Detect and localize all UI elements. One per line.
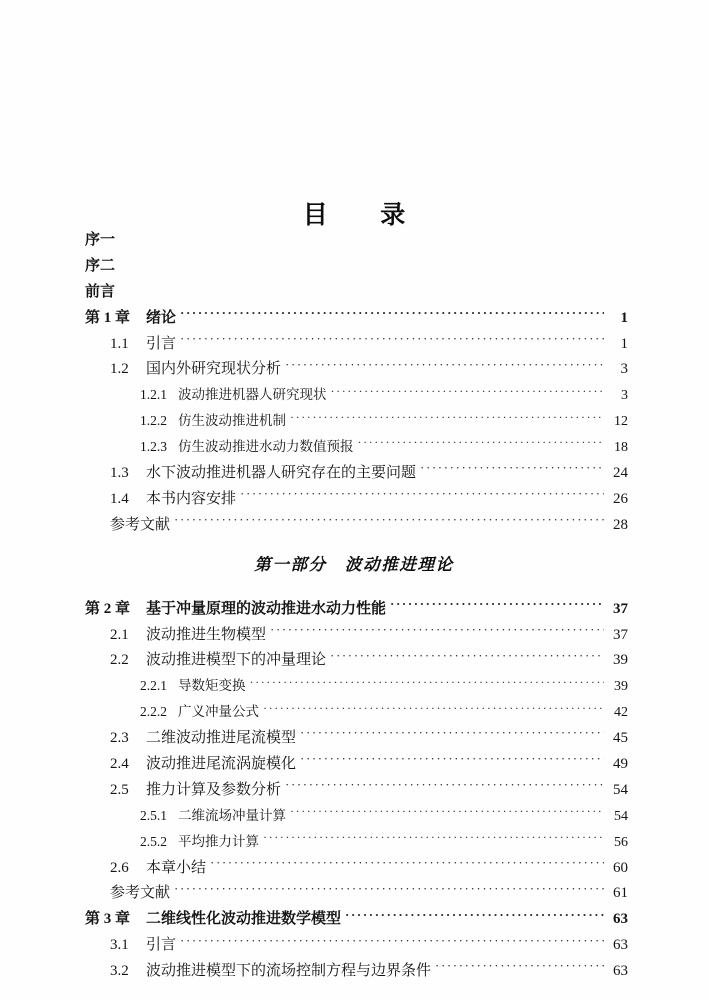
toc-entry-page-number: 1 [620,335,628,352]
toc-entry-title: 序二 [85,257,116,274]
dot-leader [180,333,604,348]
table-of-contents [0,228,708,985]
dot-leader [300,727,604,742]
toc-entry[interactable] [0,933,708,959]
toc-entry-title: 导数矩变换 [178,678,246,694]
toc-entry-title: 二维流场冲量计算 [178,807,286,823]
toc-entry-number: 2.1 [110,626,129,643]
dot-leader [180,934,604,949]
toc-entry-title: 基于冲量原理的波动推进水动力性能 [146,600,387,617]
dot-leader [390,598,604,613]
toc-entry[interactable] [0,830,708,856]
toc-entry-page-number: 54 [613,781,628,798]
toc-entry-page-number: 49 [613,756,628,773]
toc-entry-title: 二维线性化波动推进数学模型 [146,911,342,928]
toc-entry[interactable] [0,623,708,649]
toc-entry-page-number: 39 [613,652,628,669]
toc-entry-page-number: 63 [613,911,628,928]
toc-entry-number: 1.1 [110,335,129,352]
toc-entry[interactable] [0,280,708,306]
toc-entry-title: 参考文献 [110,885,171,902]
spacer [0,575,708,597]
toc-entry[interactable] [0,513,708,539]
toc-entry[interactable] [0,881,708,907]
dot-leader [358,438,605,452]
toc-entry[interactable] [0,435,708,461]
dot-leader [240,488,604,503]
toc-entry-number: 2.6 [110,859,129,876]
toc-entry-number: 1.3 [110,465,129,482]
dot-leader [420,462,604,477]
dot-leader [290,806,604,820]
toc-entry-title: 波动推进模型下的冲量理论 [146,652,327,669]
toc-entry-title: 波动推进生物模型 [146,626,267,643]
toc-entry-page-number: 18 [614,440,628,456]
toc-entry-number: 1.2 [110,361,129,378]
toc-entry-title: 参考文献 [110,516,171,533]
toc-entry-number: 2.3 [110,730,129,747]
dot-leader [174,514,604,529]
toc-entry-number: 2.2.2 [140,704,167,720]
toc-entry[interactable] [0,306,708,332]
toc-entry-number: 2.2.1 [140,678,167,694]
toc-entry-page-number: 45 [613,730,628,747]
toc-entry-number: 2.2 [110,652,129,669]
toc-entry-page-number: 37 [613,626,628,643]
toc-entry-title: 国内外研究现状分析 [146,361,282,378]
toc-entry-page-number: 12 [614,414,628,430]
toc-entry-page-number: 42 [614,705,628,721]
toc-entry[interactable] [0,700,708,726]
dot-leader [174,882,604,897]
toc-entry[interactable] [0,674,708,700]
toc-entry-title: 波动推进模型下的流场控制方程与边界条件 [146,963,432,980]
part-heading: 第一部分 波动推进理论 [254,554,454,574]
page-title: 目 录 [302,201,419,229]
toc-entry-page-number: 3 [621,388,628,404]
toc-entry[interactable] [0,778,708,804]
toc-entry-page-number: 54 [614,808,628,824]
spacer [0,539,708,551]
dot-leader [345,908,604,923]
toc-entry[interactable] [0,648,708,674]
toc-entry-title: 本书内容安排 [146,490,237,507]
toc-entry[interactable] [0,726,708,752]
toc-entry-page-number: 39 [614,679,628,695]
toc-entry-page-number: 63 [613,963,628,980]
toc-entry-page-number: 60 [613,859,628,876]
toc-entry[interactable] [0,907,708,933]
toc-entry-title: 序一 [85,232,116,248]
toc-entry-title: 引言 [146,937,177,954]
dot-leader [263,832,604,846]
dot-leader [290,412,604,426]
toc-entry[interactable] [0,383,708,409]
toc-entry-number: 1.2.1 [140,387,167,403]
toc-entry-title: 平均推力计算 [178,833,259,849]
toc-entry-page-number: 28 [613,516,628,533]
toc-entry-number: 1.4 [110,490,129,507]
toc-entry-title: 仿生波动推进机制 [178,413,286,429]
toc-entry-title: 绪论 [146,309,177,326]
dot-leader [331,386,605,400]
toc-entry-title: 二维波动推进尾流模型 [146,730,297,747]
dot-leader [330,649,604,664]
toc-entry-number: 2.5.1 [140,807,167,823]
dot-leader [435,960,604,975]
toc-entry-number: 2.4 [110,756,129,773]
toc-entry-number: 2.5.2 [140,833,167,849]
toc-entry[interactable] [0,332,708,358]
toc-entry-number: 3.2 [110,963,129,980]
dot-leader [270,624,604,639]
toc-entry-page-number: 37 [613,600,628,617]
toc-entry-page-number: 24 [613,465,628,482]
toc-entry-title: 本章小结 [146,859,207,876]
toc-entry[interactable] [0,461,708,487]
toc-entry[interactable] [0,959,708,985]
toc-entry[interactable] [0,228,708,254]
dot-leader [180,307,604,322]
dot-leader [285,779,604,794]
toc-entry-number: 3.1 [110,937,129,954]
toc-entry[interactable] [0,409,708,435]
toc-entry-title: 水下波动推进机器人研究存在的主要问题 [146,465,417,482]
toc-entry-page-number: 61 [613,885,628,902]
toc-entry-number: 第 2 章 [85,600,131,617]
toc-entry[interactable] [0,254,708,280]
dot-leader [263,703,604,717]
toc-entry[interactable] [0,357,708,383]
dot-leader [250,677,605,691]
dot-leader [300,753,604,768]
toc-entry[interactable] [0,487,708,513]
toc-entry[interactable] [0,804,708,830]
toc-entry-page-number: 63 [613,937,628,954]
toc-entry[interactable] [0,856,708,882]
toc-entry-title: 仿生波动推进水动力数值预报 [178,439,354,455]
toc-entry-number: 第 3 章 [85,911,131,928]
toc-entry-page-number: 1 [620,309,628,326]
toc-entry-page-number: 56 [614,834,628,850]
toc-entry-number: 1.2.2 [140,413,167,429]
toc-entry-title: 波动推进机器人研究现状 [178,387,327,403]
toc-entry-title: 推力计算及参数分析 [146,781,282,798]
dot-leader [210,857,604,872]
toc-entry-number: 1.2.3 [140,439,167,455]
dot-leader [285,358,604,373]
toc-entry-title: 广义冲量公式 [178,704,259,720]
toc-entry-page-number: 26 [613,490,628,507]
toc-entry-title: 引言 [146,335,177,352]
toc-entry[interactable] [0,597,708,623]
toc-entry-number: 2.5 [110,781,129,798]
toc-entry-page-number: 3 [620,361,628,378]
toc-entry-number: 第 1 章 [85,309,131,326]
toc-entry[interactable] [0,752,708,778]
toc-entry-title: 波动推进尾流涡旋模化 [146,756,297,773]
toc-entry-title: 前言 [85,283,116,300]
